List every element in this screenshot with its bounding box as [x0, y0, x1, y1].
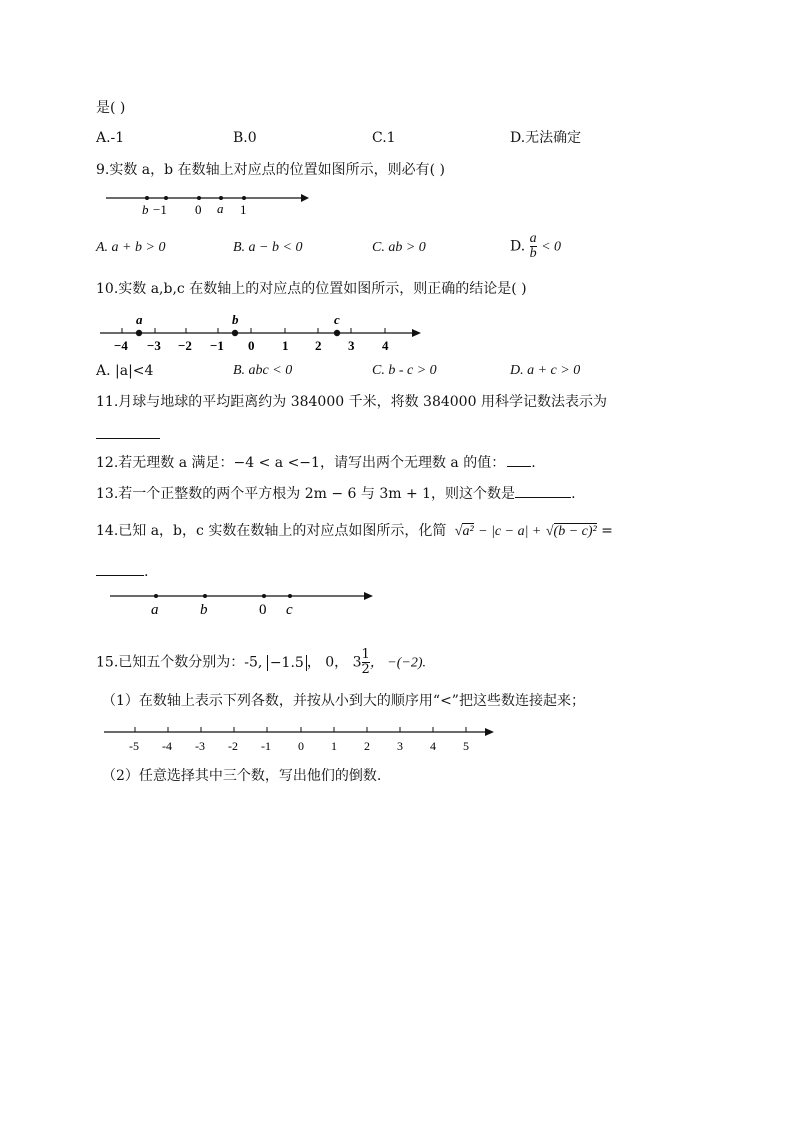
q9-option-a: A. a + b > 0 [96, 240, 166, 255]
q14-expr-mid: − |c − a| + [478, 524, 542, 539]
q15-tick-neg5: -5 [129, 739, 139, 753]
q14-label-0: 0 [259, 602, 267, 618]
q10-tick-neg1: −1 [210, 338, 224, 353]
q10-tick-2: 2 [315, 338, 322, 353]
q8-option-c: C.1 [372, 130, 396, 146]
q11-stem: 11.月球与地球的平均距离约为 384000 千米，将数 384000 用科学记数法表示为 [96, 394, 607, 410]
q10-point-a: a [136, 312, 143, 327]
q14-sqrt-bc-radicand: (b − c)² [553, 524, 597, 539]
q14-label-a: a [151, 602, 159, 618]
q15-tick-neg2: -2 [228, 739, 238, 753]
q15-tick-1: 1 [331, 739, 337, 753]
q10-tick-4: 4 [382, 338, 389, 353]
q15-tick-3: 3 [397, 739, 403, 753]
q14-sqrt-bc: √(b − c)² [545, 524, 597, 539]
q15-tick-0: 0 [298, 739, 304, 753]
q14-sqrt-a-radicand: a² [462, 524, 474, 539]
q14-stem: 14.已知 a，b，c 实数在数轴上的对应点如图所示，化简 [96, 523, 447, 539]
q8-option-b: B.0 [233, 130, 257, 146]
q9-option-d-label: D. [510, 238, 526, 255]
q15-tick-4: 4 [430, 739, 436, 753]
q15-stem: 15.已知五个数分别为：-5, [96, 654, 263, 671]
q10-tick-neg3: −3 [147, 338, 161, 353]
q10-tick-1: 1 [282, 338, 289, 353]
q15-tick-neg1: -1 [261, 739, 271, 753]
q14-label-c: c [286, 602, 293, 618]
q10-option-a: A. |a|<4 [96, 363, 154, 379]
q10-point-c: c [334, 312, 340, 327]
q12-tail: . [531, 455, 536, 471]
q15-after-abs: ， 0， 3 [306, 654, 362, 671]
q10-option-d: D. a + c > 0 [510, 363, 581, 378]
q9-option-b: B. a − b < 0 [233, 240, 303, 255]
q9-label-b: b [142, 202, 149, 217]
q15-frac-den: 2 [361, 662, 370, 677]
q9-option-d-numerator: a [529, 231, 537, 246]
q15-end: ， −(−2). [369, 655, 427, 671]
q9-option-d-rest: < 0 [541, 239, 562, 255]
q10-option-c: C. b - c > 0 [372, 363, 437, 378]
q15-tick-neg3: -3 [195, 739, 205, 753]
q14-sqrt-a: √a² [454, 524, 474, 539]
q10-tick-neg2: −2 [178, 338, 192, 353]
q15-tick-2: 2 [364, 739, 370, 753]
q9-stem: 9.实数 a，b 在数轴上对应点的位置如图所示，则必有( ) [96, 162, 445, 178]
q14-equals: = [601, 523, 613, 539]
q8-option-d: D.无法确定 [510, 130, 582, 146]
q9-label-1: 1 [240, 202, 247, 217]
q9-option-c: C. ab > 0 [372, 240, 426, 255]
q10-option-b: B. abc < 0 [233, 363, 293, 378]
q15-tick-5: 5 [463, 739, 469, 753]
q12-stem: 12.若无理数 a 满足：−4 < a <−1，请写出两个无理数 a 的值： [96, 455, 506, 471]
q15-tick-neg4: -4 [162, 739, 172, 753]
q15-part1: （1）在数轴上表示下列各数，并按从小到大的顺序用“<”把这些数连接起来； [102, 693, 585, 709]
q9-option-d-denominator: b [529, 246, 537, 261]
q8-option-a: A.-1 [96, 130, 125, 146]
q9-label-0: 0 [195, 202, 202, 217]
q10-tick-3: 3 [348, 338, 355, 353]
q15-frac-num: 1 [361, 647, 370, 662]
q13-tail: . [571, 486, 576, 502]
q10-point-b: b [232, 312, 239, 327]
q10-tick-0: 0 [248, 338, 255, 353]
q15-part2: （2）任意选择其中三个数，写出他们的倒数. [102, 768, 382, 784]
q14-tail: . [144, 564, 149, 580]
q15-abs-value: −1.5 [267, 655, 307, 671]
q8-continuation: 是( ) [96, 100, 126, 116]
q14-label-b: b [200, 602, 208, 618]
q9-label-neg1: −1 [153, 202, 167, 217]
q13-stem: 13.若一个正整数的两个平方根为 2m − 6 与 3m + 1，则这个数是 [96, 486, 516, 502]
q10-stem: 10.实数 a,b,c 在数轴上的对应点的位置如图所示，则正确的结论是( ) [96, 281, 527, 297]
q10-tick-neg4: −4 [114, 338, 128, 353]
q9-label-a: a [217, 201, 224, 216]
